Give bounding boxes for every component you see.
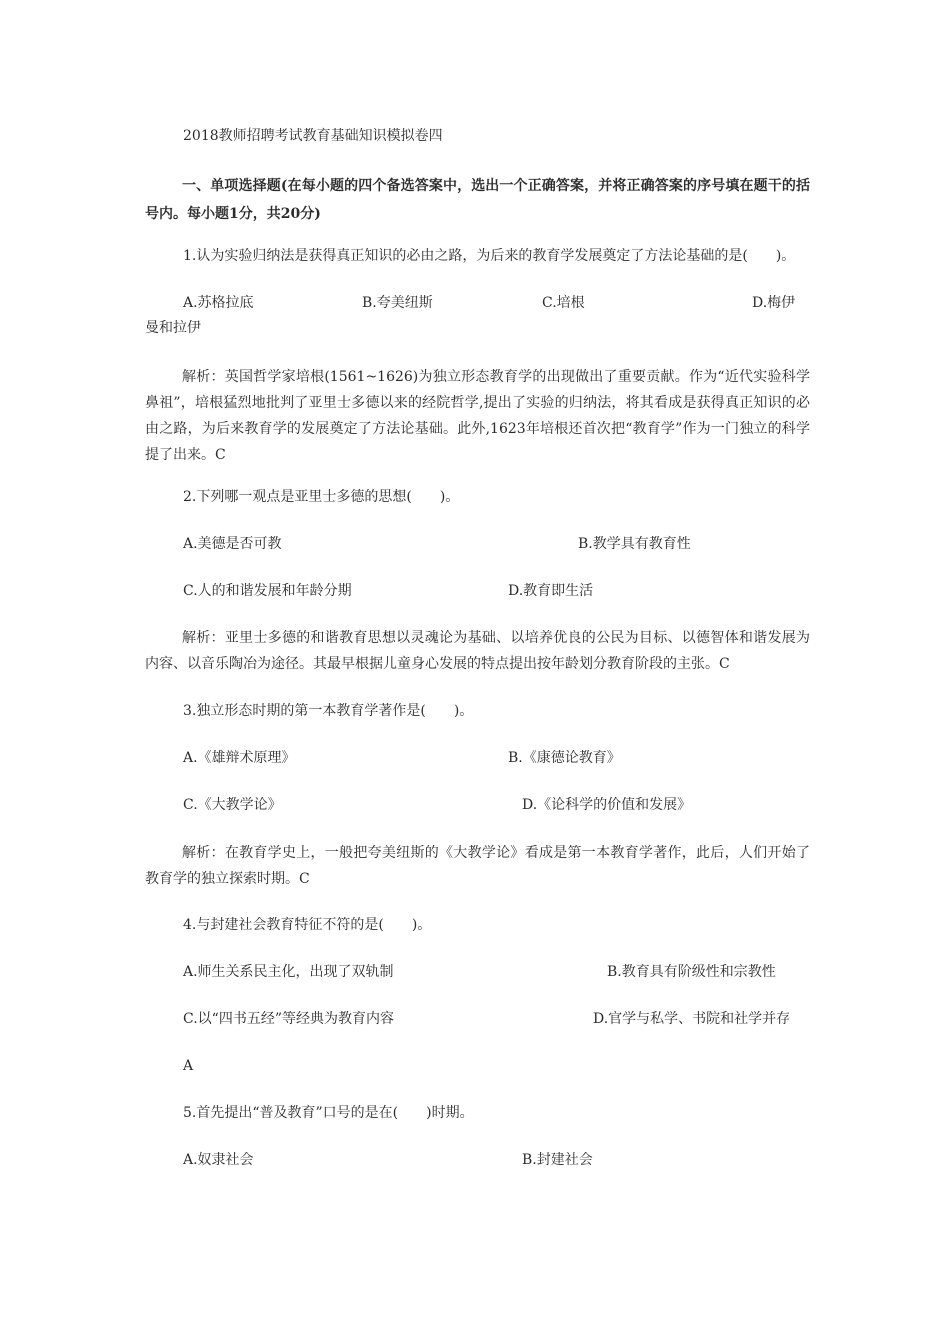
question-2-option-b: B.教学具有教育性 — [578, 536, 691, 552]
question-1-analysis: 解析：英国哲学家培根(1561~1626)为独立形态教育学的出现做出了重要贡献。作为“近代实验科学鼻祖”，培根猛烈地批判了亚里士多德以来的经院哲学,提出了实验的归纳法，将其看成是获得真正知识的必由之路，为后来教育学的发展奠定了方法论基础。此外,1623年培根还首次把“教育学”作为一门独立的科学提了出来。C — [145, 369, 810, 463]
question-1-option-d-continued: 曼和拉伊 — [145, 320, 201, 336]
question-1-option-c: C.培根 — [542, 295, 585, 311]
question-3-analysis: 解析：在教育学史上，一般把夸美纽斯的《大教学论》看成是第一本教育学著作，此后，人们开始了教育学的独立探索时期。C — [145, 845, 810, 887]
question-4-option-c: C.以“四书五经”等经典为教育内容 — [183, 1011, 394, 1027]
question-3-option-b: B.《康德论教育》 — [508, 750, 621, 766]
question-1-option-a: A.苏格拉底 — [183, 295, 254, 311]
question-1-option-d: D.梅伊 — [752, 295, 796, 311]
question-1-stem: 1.认为实验归纳法是获得真正知识的必由之路，为后来的教育学发展奠定了方法论基础的是( )。 — [183, 248, 796, 264]
question-5-option-b: B.封建社会 — [522, 1152, 593, 1168]
question-3-option-a: A.《雄辩术原理》 — [183, 750, 296, 766]
question-4-option-a: A.师生关系民主化，出现了双轨制 — [183, 964, 394, 980]
question-4-option-d: D.官学与私学、书院和社学并存 — [593, 1011, 791, 1027]
question-4-stem: 4.与封建社会教育特征不符的是( )。 — [183, 917, 432, 933]
question-5-option-a: A.奴隶社会 — [183, 1152, 254, 1168]
question-2-analysis: 解析：亚里士多德的和谐教育思想以灵魂论为基础、以培养优良的公民为目标、以德智体和谐发展为内容、以音乐陶冶为途径。其最早根据儿童身心发展的特点提出按年龄划分教育阶段的主张。C — [145, 630, 810, 672]
question-2-option-a: A.美德是否可教 — [183, 536, 282, 552]
question-3-option-c: C.《大教学论》 — [183, 797, 282, 813]
question-3-stem: 3.独立形态时期的第一本教育学著作是( )。 — [183, 703, 474, 719]
question-4-answer: A — [183, 1058, 194, 1074]
question-5-stem: 5.首先提出“普及教育”口号的是在( )时期。 — [183, 1105, 474, 1121]
question-2-option-d: D.教育即生活 — [508, 583, 594, 599]
question-4-option-b: B.教育具有阶级性和宗教性 — [607, 964, 776, 980]
section-heading: 一、单项选择题(在每小题的四个备选答案中，选出一个正确答案，并将正确答案的序号填在题干的括号内。每小题1分，共20分) — [145, 178, 810, 222]
question-3-option-d: D.《论科学的价值和发展》 — [522, 797, 692, 813]
question-2-option-c: C.人的和谐发展和年龄分期 — [183, 583, 352, 599]
question-1-option-b: B.夸美纽斯 — [362, 295, 433, 311]
document-title: 2018教师招聘考试教育基础知识模拟卷四 — [183, 128, 443, 144]
question-2-stem: 2.下列哪一观点是亚里士多德的思想( )。 — [183, 489, 460, 505]
